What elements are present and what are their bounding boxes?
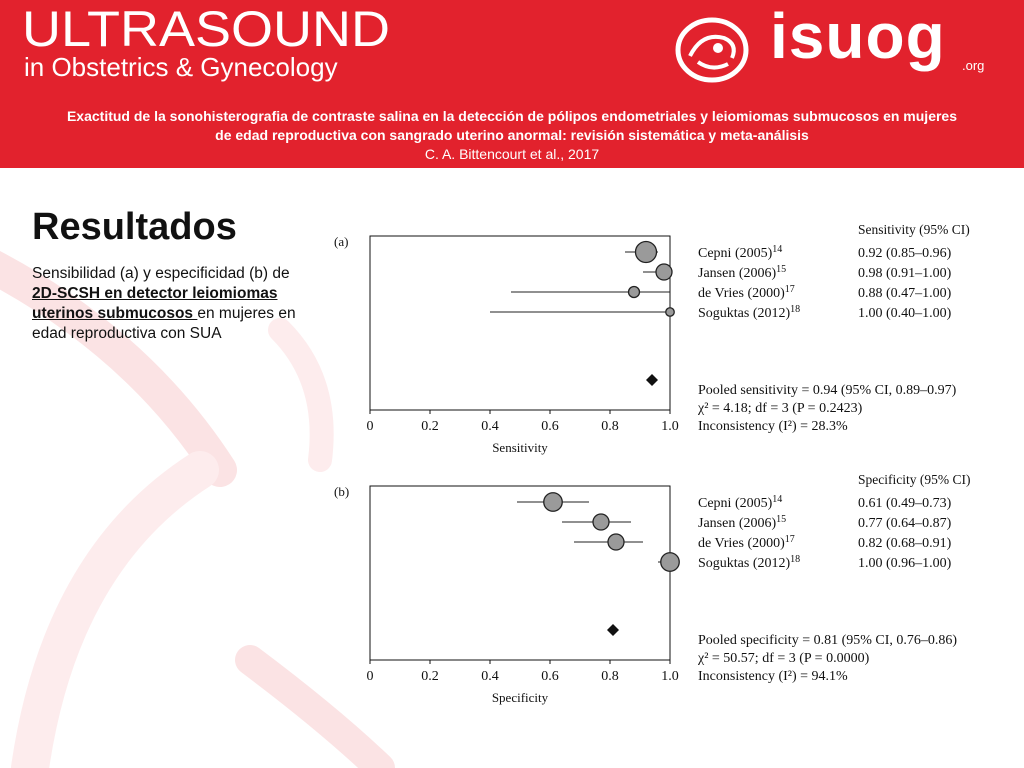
point-estimate — [661, 553, 680, 572]
study-ref: 17 — [784, 534, 795, 545]
panel-label: (b) — [334, 484, 350, 499]
point-estimate — [593, 514, 609, 530]
study-ref: 15 — [776, 514, 787, 525]
pooled-diamond — [607, 624, 619, 636]
study-name: de Vries (2000) — [698, 286, 785, 301]
study-ref: 14 — [772, 494, 783, 505]
study-label — [698, 304, 800, 321]
article-title-block — [10, 107, 1014, 164]
point-estimate — [636, 242, 657, 263]
pooled-summary: Pooled specificity = 0.81 (95% CI, 0.76–0.86) — [698, 633, 958, 648]
journal-subtitle: in Obstetrics & Gynecology — [24, 52, 338, 82]
pooled-summary: Pooled sensitivity = 0.94 (95% CI, 0.89–0.97) — [698, 383, 957, 398]
x-tick-label: 0.4 — [481, 669, 499, 684]
ci-column-header: Sensitivity (95% CI) — [858, 222, 970, 237]
study-ci-value: 0.61 (0.49–0.73) — [858, 496, 952, 511]
study-ref: 18 — [790, 304, 801, 315]
study-name: de Vries (2000) — [698, 536, 785, 551]
heterogeneity-chi: χ² = 50.57; df = 3 (P = 0.0000) — [698, 651, 870, 666]
forest-plots — [330, 210, 1010, 710]
x-tick-label: 0.8 — [601, 419, 619, 434]
point-estimate — [629, 287, 640, 298]
point-estimate — [666, 308, 675, 317]
section-heading: Resultados — [32, 206, 237, 248]
study-label — [698, 534, 795, 551]
x-tick-label: 0.6 — [541, 669, 559, 684]
x-tick-label: 0.6 — [541, 419, 559, 434]
x-axis-label: Specificity — [491, 690, 549, 705]
study-ci-value: 1.00 (0.96–1.00) — [858, 556, 952, 571]
inconsistency: Inconsistency (I²) = 28.3% — [698, 419, 848, 434]
article-authors: C. A. Bittencourt et al., 2017 — [424, 146, 600, 162]
journal-title: ULTRASOUND — [22, 1, 391, 57]
study-name: Jansen (2006) — [698, 516, 777, 531]
study-name: Soguktas (2012) — [698, 556, 791, 571]
article-title-line-1: Exactitud de la sonohisterografia de contraste salina en la detección de pólipos endometriales y leiomiomas submucosos en mujeres — [66, 108, 958, 124]
pooled-diamond — [646, 374, 658, 386]
description-underlined: 2D-SCSH en detector leiomiomas uterinos submucosos — [32, 285, 278, 322]
description-part-2: en mujeres en edad reproductiva con SUA — [32, 305, 296, 342]
description-part-1: Sensibilidad (a) y especificidad (b) de — [32, 265, 290, 282]
study-label — [698, 514, 786, 531]
x-tick-label: 0.2 — [421, 419, 439, 434]
point-estimate — [608, 534, 624, 550]
study-label — [698, 494, 782, 511]
study-ci-value: 0.77 (0.64–0.87) — [858, 516, 952, 531]
description-text — [32, 264, 302, 344]
study-ci-value: 0.82 (0.68–0.91) — [858, 536, 952, 551]
x-tick-label: 0.8 — [601, 669, 619, 684]
plot-frame — [370, 236, 670, 410]
plot-frame — [370, 486, 670, 660]
point-estimate — [544, 493, 563, 512]
bg-arc-4 — [280, 330, 322, 460]
panel-label: (a) — [334, 234, 349, 249]
article-title-line-2: de edad reproductiva con sangrado uterino anormal: revisión sistemática y meta-análisis — [215, 127, 809, 143]
isuog-logo — [672, 0, 1002, 96]
header-banner — [0, 0, 1024, 168]
study-ci-value: 1.00 (0.40–1.00) — [858, 306, 952, 321]
study-ci-value: 0.92 (0.85–0.96) — [858, 246, 952, 261]
study-label — [698, 284, 795, 301]
study-name: Jansen (2006) — [698, 266, 777, 281]
study-name: Soguktas (2012) — [698, 306, 791, 321]
study-name: Cepni (2005) — [698, 496, 773, 511]
brand-suffix: .org — [962, 58, 985, 73]
x-tick-label: 0 — [366, 669, 374, 684]
x-axis-label: Sensitivity — [492, 440, 548, 455]
study-ref: 18 — [790, 554, 801, 565]
heterogeneity-chi: χ² = 4.18; df = 3 (P = 0.2423) — [698, 401, 863, 416]
fetus-logo-icon — [672, 10, 764, 90]
bg-arc-2 — [30, 470, 200, 768]
study-label — [698, 264, 786, 281]
study-ci-value: 0.88 (0.47–1.00) — [858, 286, 952, 301]
x-tick-label: 0.2 — [421, 669, 439, 684]
study-name: Cepni (2005) — [698, 246, 773, 261]
point-estimate — [656, 264, 672, 280]
x-tick-label: 1.0 — [661, 419, 679, 434]
study-ref: 14 — [772, 244, 783, 255]
study-label — [698, 554, 800, 571]
inconsistency: Inconsistency (I²) = 94.1% — [698, 669, 848, 684]
x-tick-label: 1.0 — [661, 669, 679, 684]
study-label — [698, 244, 782, 261]
study-ref: 17 — [784, 284, 795, 295]
study-ref: 15 — [776, 264, 787, 275]
x-tick-label: 0 — [366, 419, 374, 434]
ci-column-header: Specificity (95% CI) — [858, 472, 971, 487]
x-tick-label: 0.4 — [481, 419, 499, 434]
study-ci-value: 0.98 (0.91–1.00) — [858, 266, 952, 281]
brand-name: isuog — [770, 0, 946, 72]
